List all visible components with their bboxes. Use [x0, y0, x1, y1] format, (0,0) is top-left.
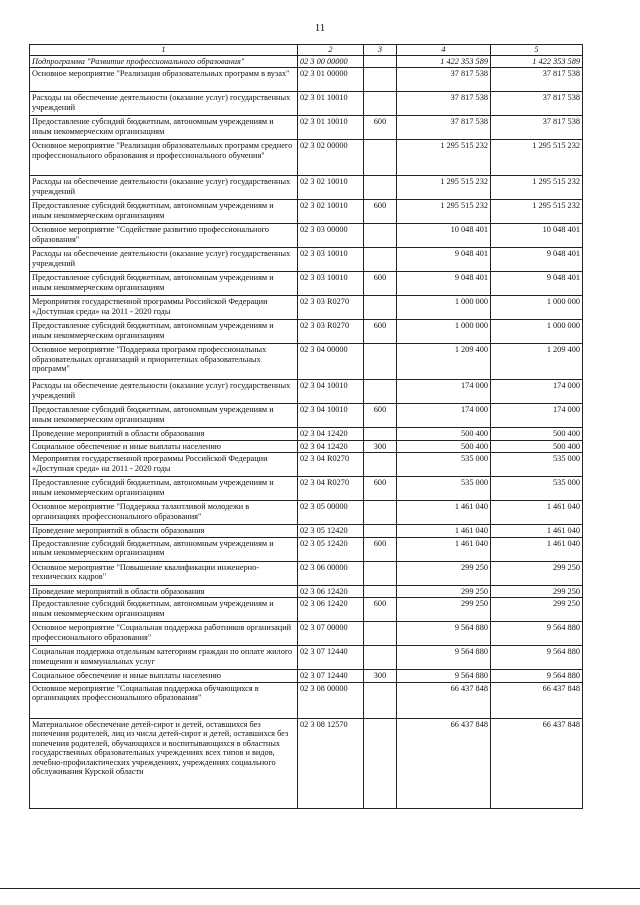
bottom-rule — [0, 888, 640, 889]
row-amount-1: 1 461 040 — [397, 537, 491, 561]
row-code: 02 3 08 00000 — [298, 682, 364, 718]
row-expense-type: 600 — [364, 272, 397, 296]
row-code: 02 3 07 00000 — [298, 622, 364, 646]
row-expense-type: 600 — [364, 598, 397, 622]
row-amount-1: 1 295 515 232 — [397, 200, 491, 224]
row-amount-2: 500 400 — [491, 428, 583, 441]
row-amount-1: 1 000 000 — [397, 320, 491, 344]
row-amount-1: 1 000 000 — [397, 296, 491, 320]
row-name: Социальное обеспечение и иные выплаты населению — [30, 440, 298, 453]
row-amount-2: 299 250 — [491, 598, 583, 622]
row-name: Основное мероприятие "Содействие развитию профессионального образования" — [30, 224, 298, 248]
row-code: 02 3 06 12420 — [298, 585, 364, 598]
row-amount-1: 37 817 538 — [397, 68, 491, 92]
row-name: Предоставление субсидий бюджетным, автономным учреждениям и иным некоммерческим организациям — [30, 404, 298, 428]
row-name: Социальное обеспечение и иные выплаты населению — [30, 670, 298, 683]
row-name: Расходы на обеспечение деятельности (оказание услуг) государственных учреждений — [30, 248, 298, 272]
row-amount-1: 1 422 353 589 — [397, 55, 491, 68]
row-expense-type: 600 — [364, 320, 397, 344]
row-code: 02 3 03 R0270 — [298, 320, 364, 344]
table-body — [30, 55, 583, 808]
row-amount-1: 9 564 880 — [397, 622, 491, 646]
row-code: 02 3 05 00000 — [298, 501, 364, 525]
row-expense-type: 300 — [364, 670, 397, 683]
row-expense-type — [364, 718, 397, 808]
table-row — [30, 598, 583, 622]
row-expense-type: 600 — [364, 404, 397, 428]
row-code: 02 3 01 10010 — [298, 92, 364, 116]
row-name: Расходы на обеспечение деятельности (оказание услуг) государственных учреждений — [30, 380, 298, 404]
table-row — [30, 670, 583, 683]
table-row — [30, 55, 583, 68]
row-amount-2: 1 000 000 — [491, 296, 583, 320]
row-expense-type — [364, 92, 397, 116]
table-row — [30, 646, 583, 670]
row-name: Мероприятия государственной программы Российской Федерации «Доступная среда» на 2011 - 2020 годы — [30, 296, 298, 320]
row-code: 02 3 04 R0270 — [298, 453, 364, 477]
row-amount-2: 1 461 040 — [491, 525, 583, 538]
row-amount-2: 1 209 400 — [491, 344, 583, 380]
row-amount-2: 174 000 — [491, 404, 583, 428]
row-amount-2: 299 250 — [491, 561, 583, 585]
row-code: 02 3 07 12440 — [298, 646, 364, 670]
row-expense-type — [364, 561, 397, 585]
row-amount-1: 37 817 538 — [397, 116, 491, 140]
row-expense-type — [364, 585, 397, 598]
row-amount-2: 535 000 — [491, 453, 583, 477]
row-expense-type — [364, 68, 397, 92]
table-row — [30, 622, 583, 646]
row-amount-2: 9 564 880 — [491, 670, 583, 683]
table-row — [30, 224, 583, 248]
table-row — [30, 585, 583, 598]
row-name: Основное мероприятие "Реализация образовательных программ среднего профессионального образования и профессионального обучения" — [30, 140, 298, 176]
row-expense-type: 600 — [364, 116, 397, 140]
row-amount-1: 535 000 — [397, 453, 491, 477]
row-expense-type — [364, 428, 397, 441]
row-code: 02 3 06 00000 — [298, 561, 364, 585]
row-name: Предоставление субсидий бюджетным, автономным учреждениям и иным некоммерческим организациям — [30, 116, 298, 140]
row-amount-2: 66 437 848 — [491, 718, 583, 808]
row-code: 02 3 04 12420 — [298, 428, 364, 441]
row-name: Расходы на обеспечение деятельности (оказание услуг) государственных учреждений — [30, 176, 298, 200]
table-row — [30, 248, 583, 272]
row-expense-type — [364, 525, 397, 538]
row-name: Материальное обеспечение детей-сирот и детей, оставшихся без попечения родителей, лиц из числа детей-сирот и детей, оставшихся без попечения родителей, обучающихся и воспитывающихся в областных государственных образовательных учреждениях всех типов и видов, лечебно-профилактических учреждениях, учреждениях социального обслуживания Курской области — [30, 718, 298, 808]
row-amount-1: 66 437 848 — [397, 682, 491, 718]
row-expense-type — [364, 344, 397, 380]
row-amount-2: 37 817 538 — [491, 116, 583, 140]
row-amount-1: 66 437 848 — [397, 718, 491, 808]
table-row — [30, 561, 583, 585]
row-code: 02 3 02 10010 — [298, 200, 364, 224]
row-code: 02 3 06 12420 — [298, 598, 364, 622]
row-amount-1: 9 564 880 — [397, 670, 491, 683]
table-row — [30, 440, 583, 453]
row-name: Основное мероприятие "Социальная поддержка работников организаций профессионального образования" — [30, 622, 298, 646]
table-row — [30, 453, 583, 477]
row-amount-1: 1 209 400 — [397, 344, 491, 380]
row-amount-1: 535 000 — [397, 477, 491, 501]
row-amount-2: 66 437 848 — [491, 682, 583, 718]
table-row — [30, 428, 583, 441]
row-code: 02 3 05 12420 — [298, 537, 364, 561]
row-name: Предоставление субсидий бюджетным, автономным учреждениям и иным некоммерческим организациям — [30, 598, 298, 622]
table-row — [30, 344, 583, 380]
row-amount-1: 37 817 538 — [397, 92, 491, 116]
row-code: 02 3 03 10010 — [298, 248, 364, 272]
row-code: 02 3 07 12440 — [298, 670, 364, 683]
row-name: Предоставление субсидий бюджетным, автономным учреждениям и иным некоммерческим организациям — [30, 272, 298, 296]
table-row — [30, 140, 583, 176]
row-amount-2: 37 817 538 — [491, 68, 583, 92]
row-expense-type — [364, 646, 397, 670]
row-expense-type — [364, 453, 397, 477]
row-code: 02 3 00 00000 — [298, 55, 364, 68]
table-row — [30, 682, 583, 718]
row-amount-2: 10 048 401 — [491, 224, 583, 248]
budget-table — [29, 44, 583, 809]
row-expense-type — [364, 622, 397, 646]
table-row — [30, 537, 583, 561]
row-name: Проведение мероприятий в области образования — [30, 525, 298, 538]
row-expense-type: 600 — [364, 200, 397, 224]
row-expense-type: 600 — [364, 537, 397, 561]
table-row — [30, 92, 583, 116]
row-code: 02 3 04 10010 — [298, 380, 364, 404]
row-amount-2: 9 048 401 — [491, 272, 583, 296]
table-row — [30, 320, 583, 344]
row-name: Предоставление субсидий бюджетным, автономным учреждениям и иным некоммерческим организациям — [30, 477, 298, 501]
row-amount-1: 174 000 — [397, 380, 491, 404]
row-name: Основное мероприятие "Социальная поддержка обучающихся в организациях профессионального образования" — [30, 682, 298, 718]
row-code: 02 3 03 R0270 — [298, 296, 364, 320]
row-name: Основное мероприятие "Поддержка программ профессиональных образовательных организаций и приоритетных образовательных программ" — [30, 344, 298, 380]
page-number: 11 — [314, 22, 326, 34]
row-amount-1: 9 048 401 — [397, 272, 491, 296]
row-expense-type — [364, 248, 397, 272]
row-name: Социальная поддержка отдельным категориям граждан по оплате жилого помещения и коммунальных услуг — [30, 646, 298, 670]
header-col-5: 5 — [491, 45, 583, 56]
row-amount-2: 9 564 880 — [491, 622, 583, 646]
row-code: 02 3 03 10010 — [298, 272, 364, 296]
row-name: Мероприятия государственной программы Российской Федерации «Доступная среда» на 2011 - 2020 годы — [30, 453, 298, 477]
row-code: 02 3 04 12420 — [298, 440, 364, 453]
row-amount-1: 9 564 880 — [397, 646, 491, 670]
header-col-3: 3 — [364, 45, 397, 56]
row-amount-2: 9 564 880 — [491, 646, 583, 670]
table-row — [30, 296, 583, 320]
row-name: Подпрограмма "Развитие профессионального образования" — [30, 55, 298, 68]
row-amount-2: 1 461 040 — [491, 537, 583, 561]
row-amount-2: 1 295 515 232 — [491, 200, 583, 224]
table-row — [30, 501, 583, 525]
row-amount-2: 1 295 515 232 — [491, 140, 583, 176]
row-code: 02 3 02 00000 — [298, 140, 364, 176]
header-col-2: 2 — [298, 45, 364, 56]
row-code: 02 3 04 00000 — [298, 344, 364, 380]
table-row — [30, 68, 583, 92]
row-amount-1: 9 048 401 — [397, 248, 491, 272]
row-amount-2: 1 461 040 — [491, 501, 583, 525]
row-expense-type — [364, 176, 397, 200]
row-amount-2: 1 000 000 — [491, 320, 583, 344]
row-amount-2: 1 295 515 232 — [491, 176, 583, 200]
row-name: Основное мероприятие "Поддержка талантливой молодежи в организациях профессионального образования" — [30, 501, 298, 525]
row-amount-1: 299 250 — [397, 585, 491, 598]
row-amount-1: 500 400 — [397, 428, 491, 441]
row-expense-type — [364, 682, 397, 718]
row-expense-type — [364, 55, 397, 68]
table-row — [30, 272, 583, 296]
row-amount-1: 1 461 040 — [397, 525, 491, 538]
header-col-1: 1 — [30, 45, 298, 56]
row-expense-type — [364, 140, 397, 176]
row-code: 02 3 04 10010 — [298, 404, 364, 428]
row-code: 02 3 05 12420 — [298, 525, 364, 538]
row-code: 02 3 08 12570 — [298, 718, 364, 808]
row-name: Основное мероприятие "Повышение квалификации инженерно-технических кадров" — [30, 561, 298, 585]
table-row — [30, 116, 583, 140]
table-row — [30, 200, 583, 224]
row-amount-1: 299 250 — [397, 598, 491, 622]
table-row — [30, 718, 583, 808]
table-row — [30, 380, 583, 404]
row-amount-2: 535 000 — [491, 477, 583, 501]
row-name: Расходы на обеспечение деятельности (оказание услуг) государственных учреждений — [30, 92, 298, 116]
header-col-4: 4 — [397, 45, 491, 56]
row-amount-1: 1 295 515 232 — [397, 176, 491, 200]
row-name: Предоставление субсидий бюджетным, автономным учреждениям и иным некоммерческим организациям — [30, 537, 298, 561]
row-code: 02 3 04 R0270 — [298, 477, 364, 501]
table-row — [30, 525, 583, 538]
row-expense-type: 300 — [364, 440, 397, 453]
row-amount-2: 37 817 538 — [491, 92, 583, 116]
row-amount-1: 10 048 401 — [397, 224, 491, 248]
row-amount-2: 9 048 401 — [491, 248, 583, 272]
row-code: 02 3 02 10010 — [298, 176, 364, 200]
row-expense-type — [364, 501, 397, 525]
table-header-row — [30, 45, 583, 56]
row-code: 02 3 01 00000 — [298, 68, 364, 92]
row-name: Предоставление субсидий бюджетным, автономным учреждениям и иным некоммерческим организациям — [30, 200, 298, 224]
row-name: Предоставление субсидий бюджетным, автономным учреждениям и иным некоммерческим организациям — [30, 320, 298, 344]
row-amount-1: 500 400 — [397, 440, 491, 453]
row-amount-1: 174 000 — [397, 404, 491, 428]
row-name: Основное мероприятие "Реализация образовательных программ в вузах" — [30, 68, 298, 92]
row-expense-type — [364, 296, 397, 320]
row-amount-2: 174 000 — [491, 380, 583, 404]
table-row — [30, 176, 583, 200]
row-code: 02 3 03 00000 — [298, 224, 364, 248]
row-expense-type: 600 — [364, 477, 397, 501]
row-expense-type — [364, 224, 397, 248]
row-name: Проведение мероприятий в области образования — [30, 428, 298, 441]
row-amount-1: 1 461 040 — [397, 501, 491, 525]
row-name: Проведение мероприятий в области образования — [30, 585, 298, 598]
row-amount-2: 500 400 — [491, 440, 583, 453]
table-row — [30, 477, 583, 501]
row-amount-1: 1 295 515 232 — [397, 140, 491, 176]
row-amount-2: 1 422 353 589 — [491, 55, 583, 68]
table-row — [30, 404, 583, 428]
row-code: 02 3 01 10010 — [298, 116, 364, 140]
row-amount-1: 299 250 — [397, 561, 491, 585]
row-expense-type — [364, 380, 397, 404]
row-amount-2: 299 250 — [491, 585, 583, 598]
